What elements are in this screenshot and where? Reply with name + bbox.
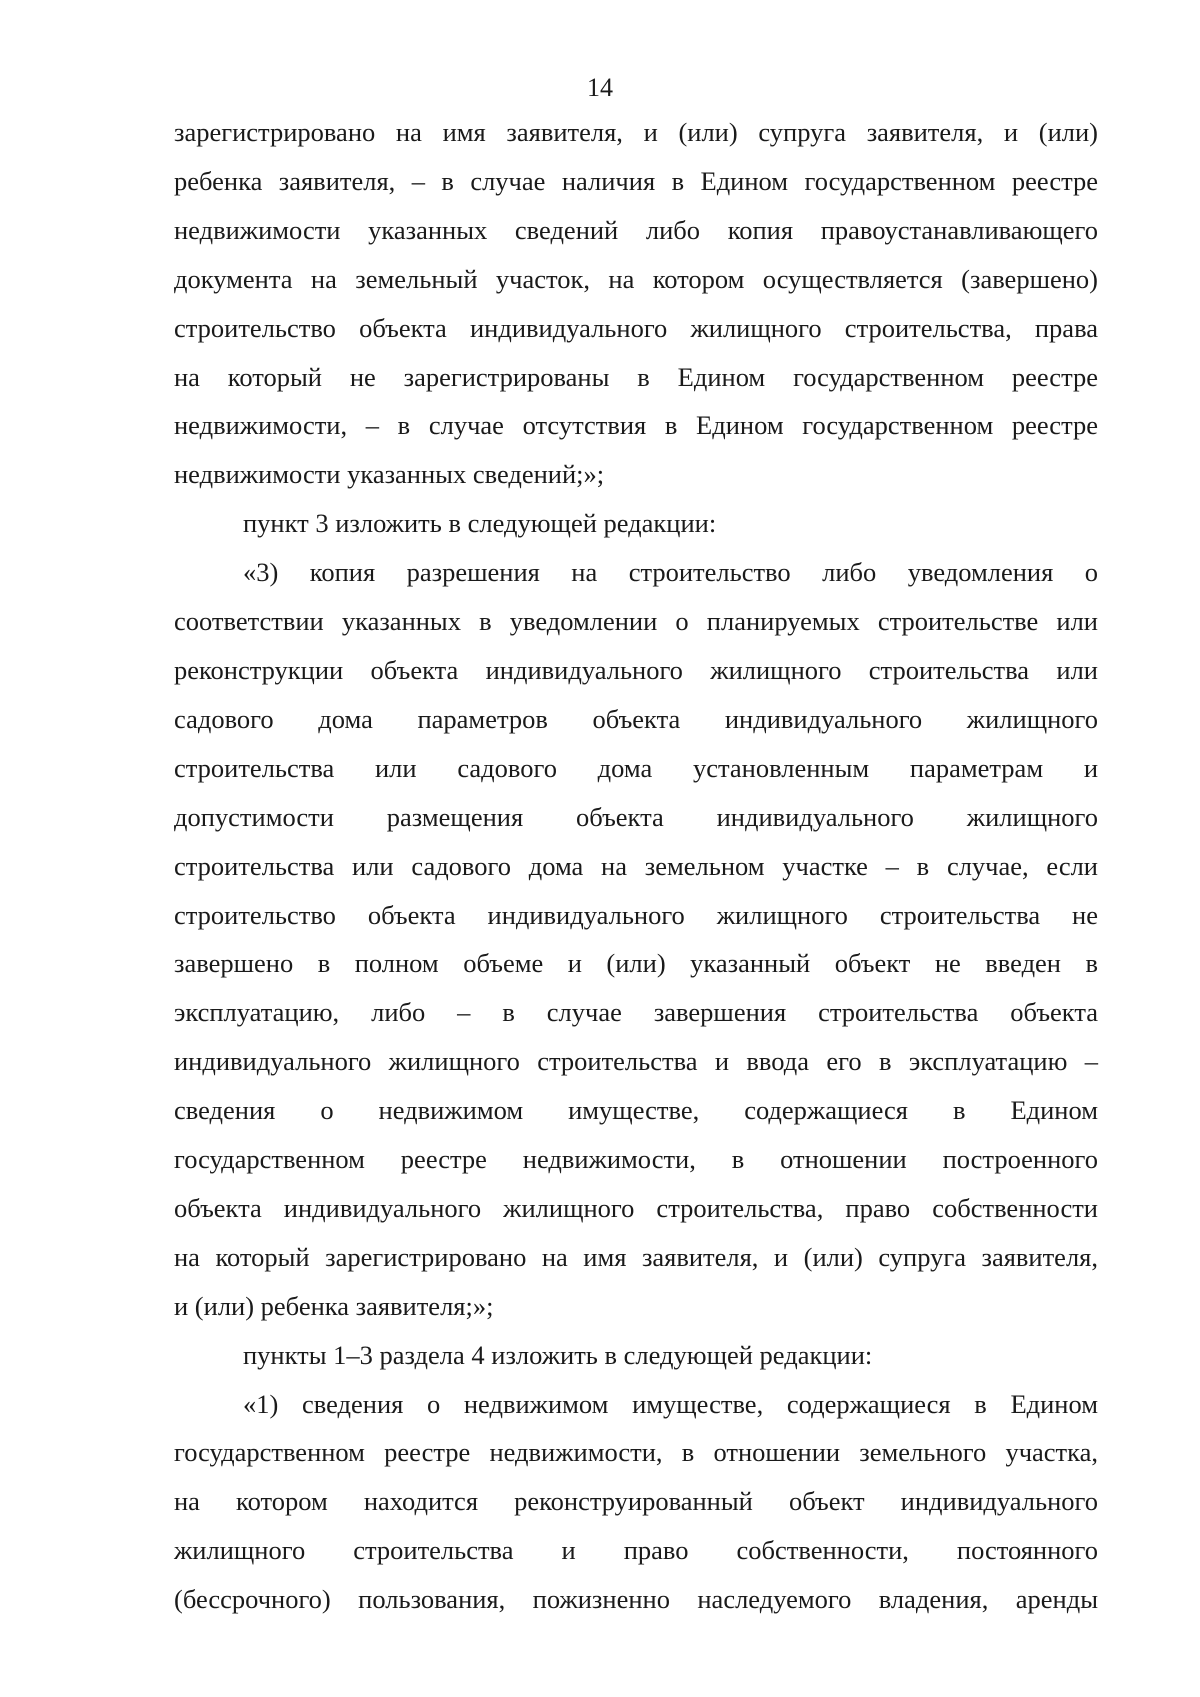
text-line: «3) копия разрешения на строительство либо уведомления о [243,557,1098,588]
text-line: реконструкции объекта индивидуального жилищного строительства или [174,654,1098,685]
paragraph [174,1380,1098,1625]
text-line: зарегистрировано на имя заявителя, и (или) супруга заявителя, и (или) [174,117,1098,147]
text-line: недвижимости указанных сведений;»; [174,459,605,490]
text-line: индивидуального жилищного строительства и ввода его в эксплуатацию – [174,1046,1098,1077]
text-line: строительства или садового дома на земельном участке – в случае, если [174,850,1098,881]
text-line: объекта индивидуального жилищного строительства, право собственности [174,1192,1098,1223]
text-line: жилищного строительства и право собственности, постоянного [174,1535,1098,1566]
text-line: завершено в полном объеме и (или) указанный объект не введен в [174,948,1098,979]
text-line: сведения о недвижимом имуществе, содержащиеся в Едином [174,1095,1098,1126]
text-line: документа на земельный участок, на котором осуществляется (завершено) [174,263,1098,294]
text-line: на который не зарегистрированы в Едином государственном реестре [174,361,1098,392]
paragraph [174,108,1098,499]
text-line: садового дома параметров объекта индивидуального жилищного [174,703,1098,734]
text-line: строительство объекта индивидуального жилищного строительства, права [174,312,1098,343]
text-line: допустимости размещения объекта индивидуального жилищного [174,801,1098,832]
text-line: недвижимости указанных сведений либо копия правоустанавливающего [174,214,1098,245]
text-line: пункт 3 изложить в следующей редакции: [243,508,717,539]
paragraph [174,1331,1098,1380]
paragraph [174,499,1098,548]
paragraph [174,548,1098,1331]
text-line: соответствии указанных в уведомлении о планируемых строительстве или [174,606,1098,637]
text-line: строительство объекта индивидуального жилищного строительства не [174,899,1098,930]
text-line: ребенка заявителя, – в случае наличия в Едином государственном реестре [174,165,1098,196]
text-line: строительства или садового дома установленным параметрам и [174,752,1098,783]
text-line: «1) сведения о недвижимом имуществе, содержащиеся в Едином [243,1388,1098,1419]
text-line: государственном реестре недвижимости, в отношении земельного участка, [174,1437,1098,1468]
page-number: 14 [587,73,613,102]
text-line: и (или) ребенка заявителя;»; [174,1290,494,1321]
text-line: на который зарегистрировано на имя заявителя, и (или) супруга заявителя, [174,1241,1098,1272]
text-line: (бессрочного) пользования, пожизненно наследуемого владения, аренды [174,1584,1098,1615]
text-line: на котором находится реконструированный объект индивидуального [174,1486,1098,1517]
text-line: государственном реестре недвижимости, в отношении построенного [174,1144,1098,1175]
document-body [174,108,1098,1624]
text-line: эксплуатацию, либо – в случае завершения строительства объекта [174,997,1098,1028]
text-line: пункты 1–3 раздела 4 изложить в следующей редакции: [243,1339,873,1370]
text-line: недвижимости, – в случае отсутствия в Едином государственном реестре [174,410,1098,441]
